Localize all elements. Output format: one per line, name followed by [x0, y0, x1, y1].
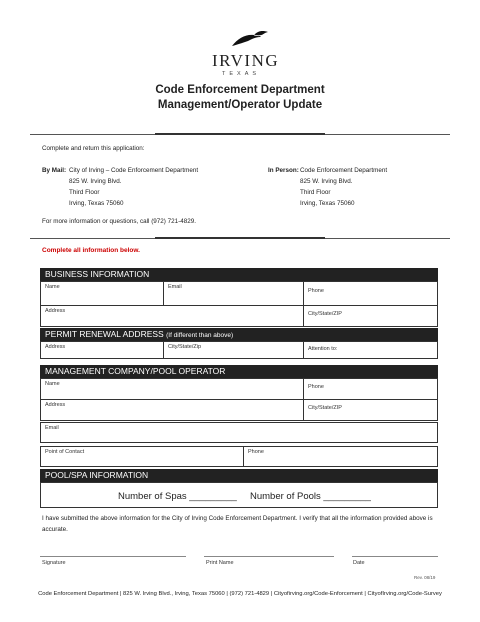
date-line[interactable]: [352, 556, 438, 557]
contact-info: For more information or questions, call (972) 721-4829.: [42, 218, 197, 225]
in-person-address-line: Irving, Texas 75060: [300, 200, 355, 207]
page-title-line2: Management/Operator Update: [157, 99, 323, 111]
business-name-field[interactable]: Name: [40, 281, 164, 306]
certification-statement: I have submitted the above information for the City of Irving Code Enforcement Department. I verify that all the information provided above is accurate.: [42, 515, 433, 533]
permit-address-field[interactable]: Address: [40, 341, 164, 359]
business-city-state-zip-field[interactable]: City/State/ZIP: [303, 305, 438, 327]
divider: [325, 134, 450, 135]
section-header-business: BUSINESS INFORMATION: [40, 268, 438, 281]
in-person-label: In Person:: [268, 167, 299, 174]
instructions-intro: Complete and return this application:: [42, 145, 145, 152]
management-email-field[interactable]: Email: [40, 422, 438, 443]
section-header-permit: PERMIT RENEWAL ADDRESS (If different than above): [40, 328, 438, 341]
in-person-address-line: Code Enforcement Department: [300, 167, 388, 174]
number-of-pools-field[interactable]: Number of Pools _________: [250, 491, 371, 502]
divider: [155, 133, 325, 135]
by-mail-label: By Mail:: [42, 167, 67, 174]
business-phone-field[interactable]: Phone: [303, 281, 438, 306]
management-city-state-zip-field[interactable]: City/State/ZIP: [303, 399, 438, 421]
business-email-field[interactable]: Email: [163, 281, 304, 306]
management-address-field[interactable]: Address: [40, 399, 304, 421]
section-header-management: MANAGEMENT COMPANY/POOL OPERATOR: [40, 365, 438, 378]
divider: [155, 237, 325, 239]
mustang-icon: [230, 28, 270, 50]
section-header-pool: POOL/SPA INFORMATION: [40, 469, 438, 482]
point-of-contact-field[interactable]: Point of Contact: [40, 446, 244, 467]
revision-label: Rev. 08/19: [414, 575, 436, 580]
divider: [30, 134, 155, 135]
page-title-line1: Code Enforcement Department: [155, 84, 325, 96]
signature-line[interactable]: [40, 556, 186, 557]
date-label: Date: [353, 560, 365, 566]
number-of-spas-field[interactable]: Number of Spas _________: [118, 491, 237, 502]
complete-all-notice: Complete all information below.: [42, 247, 140, 254]
management-name-field[interactable]: Name: [40, 378, 304, 400]
mail-address-line: Third Floor: [69, 189, 100, 196]
management-phone-field[interactable]: Phone: [303, 378, 438, 400]
print-name-label: Print Name: [206, 560, 234, 566]
signature-label: Signature: [42, 560, 66, 566]
in-person-address-line: Third Floor: [300, 189, 331, 196]
divider: [30, 238, 155, 239]
logo-wordmark: IRVING: [212, 51, 280, 70]
pool-spa-box: [40, 482, 438, 508]
permit-city-state-zip-field[interactable]: City/State/Zip: [163, 341, 304, 359]
attention-to-field[interactable]: Attention to:: [303, 341, 438, 359]
mail-address-line: City of Irving – Code Enforcement Department: [69, 167, 199, 174]
in-person-address-line: 825 W. Irving Blvd.: [300, 178, 353, 185]
business-address-field[interactable]: Address: [40, 305, 304, 327]
logo-subtitle: TEXAS: [222, 71, 261, 77]
print-name-line[interactable]: [204, 556, 334, 557]
contact-phone-field[interactable]: Phone: [243, 446, 438, 467]
mail-address-line: Irving, Texas 75060: [69, 200, 124, 207]
divider: [325, 238, 450, 239]
mail-address-line: 825 W. Irving Blvd.: [69, 178, 122, 185]
city-of-irving-logo: [200, 28, 300, 78]
footer-contact: Code Enforcement Department | 825 W. Irving Blvd., Irving, Texas 75060 | (972) 721-4829 | Cityofirving.org/Code-Enforcement | CityofIrving.org/Code-Survey: [38, 591, 442, 597]
